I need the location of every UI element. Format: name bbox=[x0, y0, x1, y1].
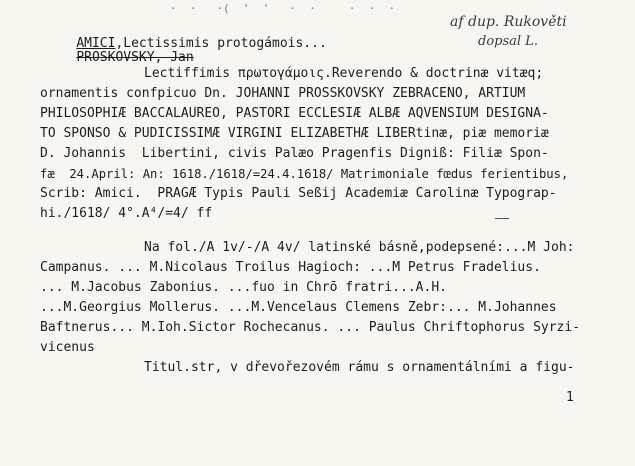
page-number: 1 bbox=[566, 390, 574, 405]
body-line: ... M.Jacobus Zabonius. ...fuo in Chrō fratri...A.H. bbox=[40, 280, 447, 295]
body-line: fæ 24.April: An: 1618./1618/=24.4.1618/ Matrimoniale fœdus ferientibus, bbox=[40, 167, 569, 181]
top-smudges: · · ·( ' ' · · · · · bbox=[170, 2, 396, 15]
handwritten-note: af dup. Rukověti bbox=[450, 14, 567, 30]
body-line: Baftnerus... M.Ioh.Sictor Rochecanus. ... Paulus Chriftophorus Syrzi- bbox=[40, 320, 581, 335]
body-line: Na fol./A 1v/-/A 4v/ latinské básně,podepsené:...M Joh: bbox=[144, 240, 575, 255]
separator-dash bbox=[495, 218, 509, 219]
heading-title: ,Lectissimis protogámois... bbox=[115, 36, 327, 51]
body-line: Scrib: Amici. PRAGÆ Typis Pauli Seßij Academiæ Carolinæ Typograp- bbox=[40, 186, 557, 201]
body-line: TO SPONSO & PUDICISSIMÆ VIRGINI ELIZABETHÆ LIBERtinæ, piæ memoriæ bbox=[40, 126, 549, 141]
heading-struck-name: PROSKOVSKY, Jan bbox=[76, 50, 194, 65]
body-line: PHILOSOPHIÆ BACCALAUREO, PASTORI ECCLESIÆ ALBÆ AQVENSIUM DESIGNA- bbox=[40, 106, 549, 121]
body-line: D. Johannis Libertini, civis Palæo Pragenfis Digniß: Filiæ Spon- bbox=[40, 146, 549, 161]
body-line: ornamentis confpicuo Dn. JOHANNI PROSSKOVSKY ZEBRACENO, ARTIUM bbox=[40, 86, 526, 101]
handwritten-note-2: dopsal L. bbox=[478, 34, 538, 49]
body-line: ...M.Georgius Mollerus. ...M.Vencelaus Clemens Zebr:... M.Johannes bbox=[40, 300, 557, 315]
body-line: hi./1618/ 4°.A⁴/=4/ ff bbox=[40, 206, 213, 221]
body-line: Campanus. ... M.Nicolaus Troilus Hagioch: ...M Petrus Fradelius. bbox=[40, 260, 541, 275]
body-line: Lectiffimis πρωτογάμοις.Reverendo & doctrinæ vitæq; bbox=[144, 66, 544, 81]
heading-amici: AMICI bbox=[76, 36, 116, 51]
body-line: vicenus bbox=[40, 340, 95, 355]
body-line: Titul.str, v dřevořezovém rámu s ornamentálními a figu- bbox=[144, 360, 575, 375]
